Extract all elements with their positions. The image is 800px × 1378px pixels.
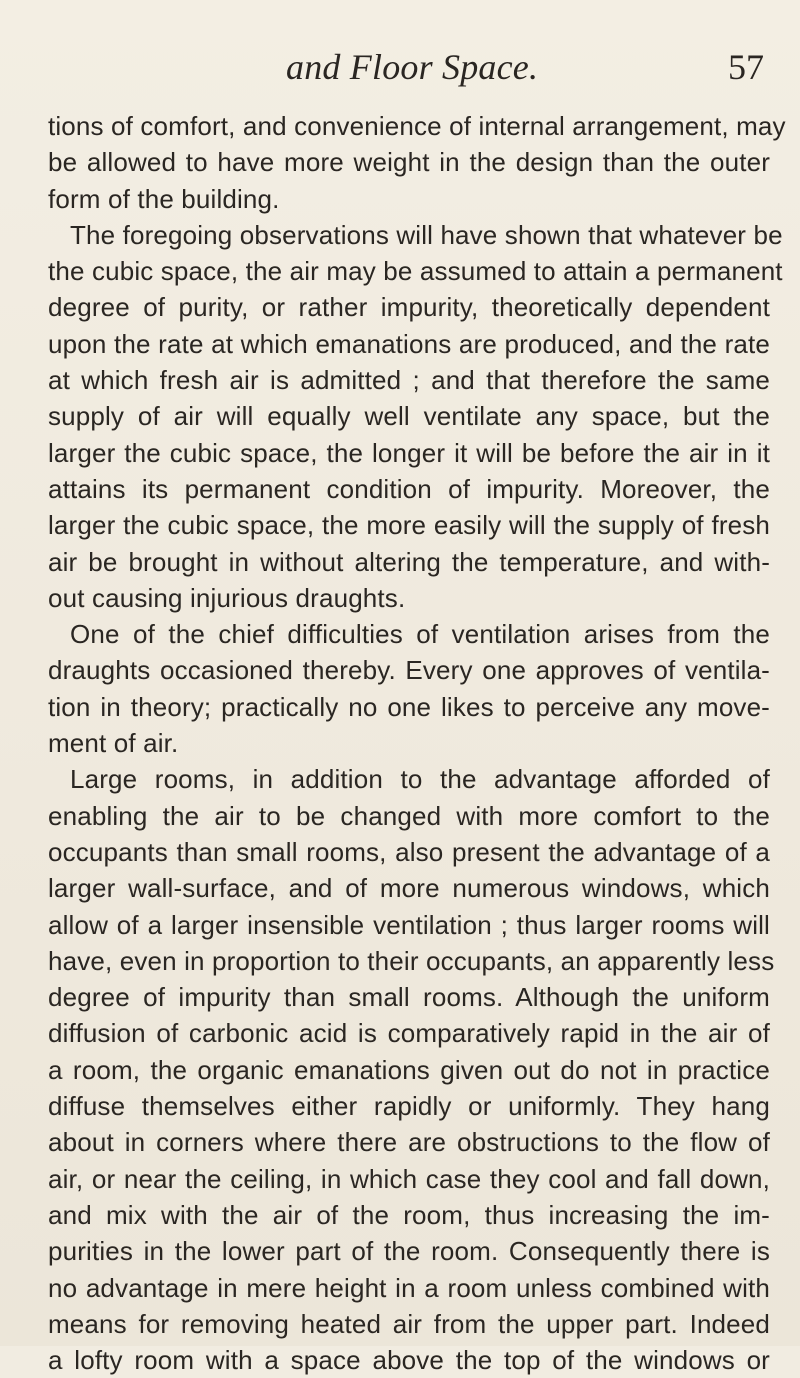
text-line: larger the cubic space, the longer it will be before the air in it — [48, 437, 770, 468]
body-text — [48, 108, 786, 1378]
text-line: tion in theory; practically no one likes to perceive any move- — [48, 691, 770, 722]
text-line: degree of purity, or rather impurity, theoretically dependent — [48, 292, 770, 323]
text-line: Large rooms, in addition to the advantage afforded of — [70, 764, 770, 795]
text-line: larger wall-surface, and of more numerous windows, which — [48, 873, 770, 904]
text-line: means for removing heated air from the upper part. Indeed — [48, 1308, 770, 1339]
text-line: supply of air will equally well ventilate any space, but the — [48, 401, 770, 432]
running-head — [0, 46, 800, 90]
text-line: draughts occasioned thereby. Every one approves of ventila- — [48, 655, 770, 686]
text-line: The foregoing observations will have shown that whatever be — [70, 219, 783, 250]
text-line: larger the cubic space, the more easily will the supply of fresh — [48, 510, 770, 541]
text-line: enabling the air to be changed with more comfort to the — [48, 800, 770, 831]
text-line: tions of comfort, and convenience of internal arrangement, may — [48, 111, 786, 141]
text-line: occupants than small rooms, also present the advantage of a — [48, 836, 770, 867]
text-line: ment of air. — [48, 728, 179, 759]
running-title: and Floor Space. — [286, 47, 539, 87]
text-line: air be brought in without altering the temperature, and with- — [48, 546, 770, 577]
text-line: attains its permanent condition of impurity. Moreover, the — [48, 473, 770, 504]
text-line: about in corners where there are obstructions to the flow of — [48, 1127, 770, 1158]
text-line: have, even in proportion to their occupants, an apparently less — [48, 945, 775, 976]
text-line: allow of a larger insensible ventilation ; thus larger rooms will — [48, 909, 770, 940]
text-line: air, or near the ceiling, in which case they cool and fall down, — [48, 1163, 770, 1194]
text-line: and mix with the air of the room, thus increasing the im- — [48, 1199, 770, 1230]
text-line: degree of impurity than small rooms. Although the uniform — [48, 982, 770, 1013]
text-line: a room, the organic emanations given out do not in practice — [48, 1054, 770, 1085]
text-line: no advantage in mere height in a room unless combined with — [48, 1272, 770, 1303]
text-line: be allowed to have more weight in the design than the outer — [48, 147, 770, 178]
page-number: 57 — [728, 47, 764, 87]
text-line: form of the building. — [48, 183, 280, 214]
text-line: at which fresh air is admitted ; and that therefore the same — [48, 365, 770, 396]
text-line: One of the chief difficulties of ventilation arises from the — [70, 619, 770, 650]
text-line: purities in the lower part of the room. Consequently there is — [48, 1236, 770, 1267]
text-line: a lofty room with a space above the top of the windows or — [48, 1345, 770, 1376]
text-line: diffuse themselves either rapidly or uniformly. They hang — [48, 1091, 770, 1122]
text-line: out causing injurious draughts. — [48, 582, 406, 613]
text-line: diffusion of carbonic acid is comparatively rapid in the air of — [48, 1018, 770, 1049]
text-line: the cubic space, the air may be assumed to attain a permanent — [48, 256, 783, 287]
text-line: upon the rate at which emanations are produced, and the rate — [48, 328, 770, 359]
